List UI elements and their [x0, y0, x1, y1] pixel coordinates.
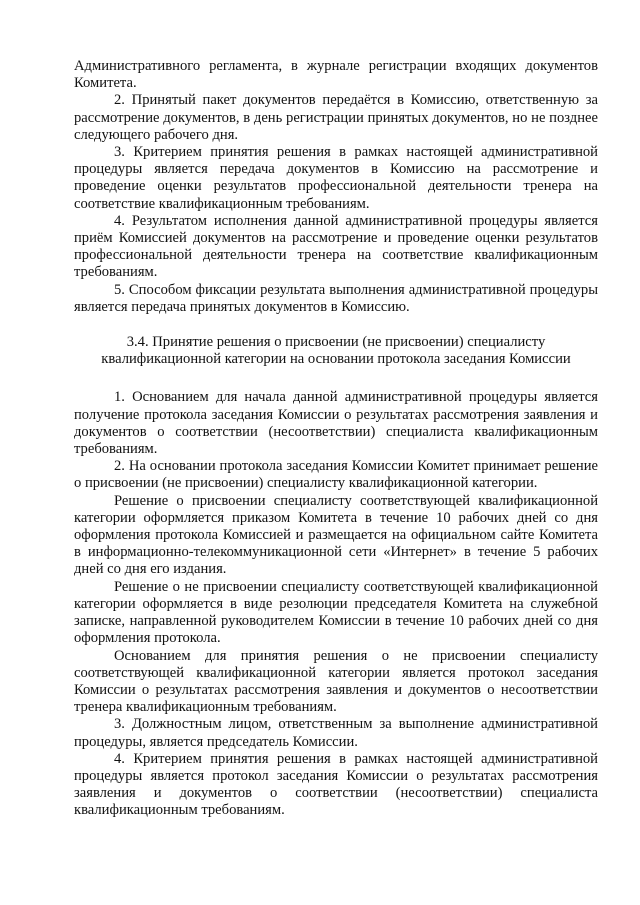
document-page [74, 58, 598, 820]
section-heading-line-2: квалификационной категории на основании протокола заседания Комиссии [101, 351, 571, 368]
paragraph-continuation: Административного регламента, в журнале регистрации входящих документов Комитета. [74, 58, 598, 92]
paragraph-section-item-4: 4. Критерием принятия решения в рамках настоящей административной процедуры является протокол заседания Комиссии о результатах рассмотрения заявления и документов о соответствии (несоответствии) специалиста квалификационным требованиям. [74, 750, 598, 819]
section-heading-line-1: 3.4. Принятие решения о присвоении (не присвоении) специалисту [126, 334, 546, 351]
paragraph-section-item-3: 3. Должностным лицом, ответственным за выполнение административной процедуры, является председатель Комиссии. [74, 716, 598, 750]
paragraph-item-3: 3. Критерием принятия решения в рамках настоящей административной процедуры является передача документов в Комиссию на рассмотрение и проведение оценки результатов профессиональной деятельности тренера на соответствие квалификационным требованиям. [74, 144, 598, 212]
paragraph-decision-refuse: Решение о не присвоении специалисту соответствующей квалификационной категории оформляется в виде резолюции председателя Комитета на служебной записке, направленной руководителем Комиссии в течение 10 рабочих дней со дня оформления протокола. [74, 578, 598, 647]
paragraph-item-2: 2. Принятый пакет документов передаётся в Комиссию, ответственную за рассмотрение документов, в день регистрации принятых документов, но не позднее следующего рабочего дня. [74, 92, 598, 143]
section-heading [74, 334, 598, 368]
paragraph-section-item-2: 2. На основании протокола заседания Комиссии Комитет принимает решение о присвоении (не присвоении) специалисту квалификационной категории. [74, 458, 598, 492]
paragraph-section-item-1: 1. Основанием для начала данной административной процедуры является получение протокола заседания Комиссии о результатах рассмотрения заявления и документов о соответствии (несоответствии) специалиста квалификационным требованиям. [74, 389, 598, 458]
paragraph-refusal-basis: Основанием для принятия решения о не присвоении специалисту соответствующей квалификационной категории является протокол заседания Комиссии о результатах рассмотрения заявления и документов о несоответствии тренера квалификационным требованиям. [74, 647, 598, 716]
paragraph-item-4: 4. Результатом исполнения данной административной процедуры является приём Комиссией документов на рассмотрение и проведение оценки результатов профессиональной деятельности тренера на соответствие квалификационным требованиям. [74, 212, 598, 281]
paragraph-item-5: 5. Способом фиксации результата выполнения административной процедуры является передача принятых документов в Комиссию. [74, 281, 598, 315]
paragraph-decision-assign: Решение о присвоении специалисту соответствующей квалификационной категории оформляется приказом Комитета в течение 10 рабочих дней со дня оформления протокола Комиссией и размещается на официальном сайте Комитета в информационно-телекоммуникационной сети «Интернет» в течение 5 рабочих дней со дня его издания. [74, 492, 598, 578]
